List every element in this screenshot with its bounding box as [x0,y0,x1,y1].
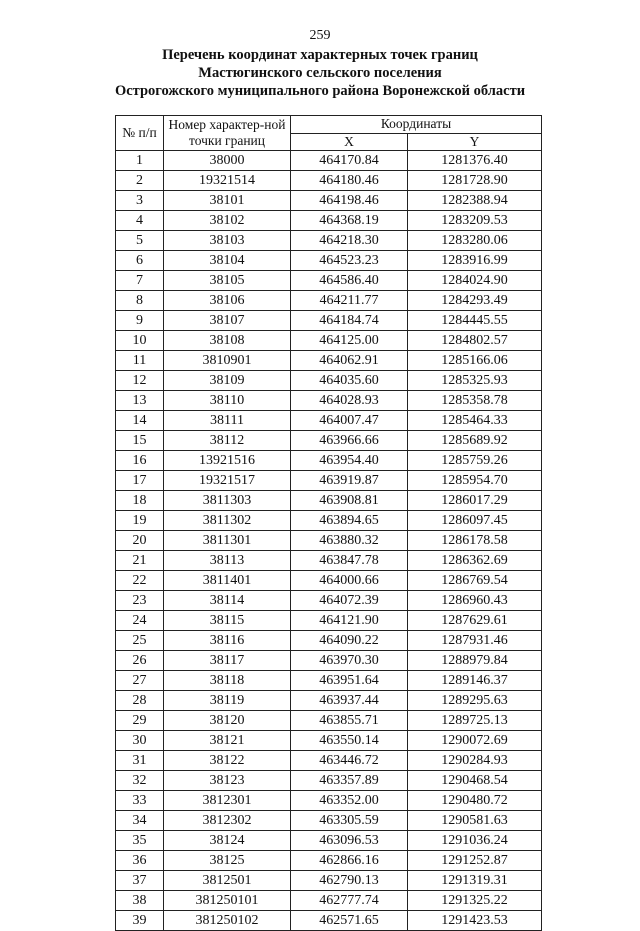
cell-y: 1285358.78 [408,391,542,411]
cell-x: 464090.22 [291,631,408,651]
cell-point-number: 38120 [164,711,291,731]
table-row [116,551,542,571]
cell-y: 1281376.40 [408,151,542,171]
cell-row-number: 21 [116,551,164,571]
cell-x: 464523.23 [291,251,408,271]
cell-x: 462571.65 [291,911,408,931]
cell-point-number: 3812501 [164,871,291,891]
cell-point-number: 38000 [164,151,291,171]
coordinates-table [115,115,542,931]
cell-point-number: 38123 [164,771,291,791]
cell-x: 463880.32 [291,531,408,551]
table-row [116,431,542,451]
cell-y: 1284445.55 [408,311,542,331]
cell-row-number: 7 [116,271,164,291]
cell-x: 463352.00 [291,791,408,811]
table-row [116,311,542,331]
cell-y: 1286362.69 [408,551,542,571]
cell-row-number: 30 [116,731,164,751]
cell-y: 1288979.84 [408,651,542,671]
table-row [116,491,542,511]
cell-point-number: 3811401 [164,571,291,591]
cell-point-number: 38105 [164,271,291,291]
cell-y: 1287931.46 [408,631,542,651]
table-row [116,711,542,731]
header-y: Y [408,133,542,151]
cell-x: 464000.66 [291,571,408,591]
cell-row-number: 8 [116,291,164,311]
table-row [116,211,542,231]
cell-y: 1289146.37 [408,671,542,691]
cell-point-number: 38110 [164,391,291,411]
cell-row-number: 32 [116,771,164,791]
cell-x: 464184.74 [291,311,408,331]
cell-x: 464170.84 [291,151,408,171]
cell-y: 1281728.90 [408,171,542,191]
cell-point-number: 38125 [164,851,291,871]
cell-x: 463937.44 [291,691,408,711]
table-header [116,116,542,151]
table-row [116,791,542,811]
cell-row-number: 13 [116,391,164,411]
cell-point-number: 38122 [164,751,291,771]
cell-y: 1284293.49 [408,291,542,311]
cell-y: 1285759.26 [408,451,542,471]
cell-row-number: 12 [116,371,164,391]
cell-point-number: 3812302 [164,811,291,831]
cell-row-number: 23 [116,591,164,611]
cell-point-number: 19321514 [164,171,291,191]
title-line-2: Мастюгинского сельского поселения [198,65,442,81]
cell-x: 463305.59 [291,811,408,831]
cell-x: 463894.65 [291,511,408,531]
cell-point-number: 381250102 [164,911,291,931]
table-row [116,471,542,491]
cell-x: 463096.53 [291,831,408,851]
cell-row-number: 11 [116,351,164,371]
cell-row-number: 9 [116,311,164,331]
cell-point-number: 38103 [164,231,291,251]
cell-row-number: 33 [116,791,164,811]
cell-point-number: 38113 [164,551,291,571]
cell-row-number: 24 [116,611,164,631]
cell-x: 463357.89 [291,771,408,791]
table-row [116,531,542,551]
table-row [116,591,542,611]
cell-row-number: 22 [116,571,164,591]
cell-y: 1285689.92 [408,431,542,451]
table-row [116,751,542,771]
cell-x: 464125.00 [291,331,408,351]
cell-x: 462866.16 [291,851,408,871]
title-line-1: Перечень координат характерных точек границ [162,47,478,63]
cell-point-number: 38106 [164,291,291,311]
table-row [116,771,542,791]
cell-y: 1287629.61 [408,611,542,631]
cell-row-number: 6 [116,251,164,271]
cell-y: 1286097.45 [408,511,542,531]
cell-y: 1290581.63 [408,811,542,831]
table-row [116,831,542,851]
cell-row-number: 5 [116,231,164,251]
table-row [116,611,542,631]
table-row [116,571,542,591]
cell-x: 464198.46 [291,191,408,211]
cell-row-number: 19 [116,511,164,531]
cell-point-number: 38102 [164,211,291,231]
cell-x: 462790.13 [291,871,408,891]
cell-point-number: 3810901 [164,351,291,371]
cell-y: 1283916.99 [408,251,542,271]
cell-y: 1283209.53 [408,211,542,231]
cell-row-number: 4 [116,211,164,231]
cell-point-number: 38117 [164,651,291,671]
cell-y: 1291036.24 [408,831,542,851]
cell-y: 1285464.33 [408,411,542,431]
cell-point-number: 38116 [164,631,291,651]
cell-x: 464072.39 [291,591,408,611]
cell-row-number: 37 [116,871,164,891]
cell-y: 1284802.57 [408,331,542,351]
cell-row-number: 3 [116,191,164,211]
cell-y: 1289725.13 [408,711,542,731]
table-row [116,631,542,651]
cell-row-number: 20 [116,531,164,551]
cell-y: 1284024.90 [408,271,542,291]
cell-x: 464368.19 [291,211,408,231]
table-row [116,331,542,351]
table-row [116,171,542,191]
cell-point-number: 19321517 [164,471,291,491]
cell-row-number: 29 [116,711,164,731]
cell-y: 1285954.70 [408,471,542,491]
table-row [116,231,542,251]
cell-point-number: 38109 [164,371,291,391]
table-row [116,351,542,371]
cell-row-number: 18 [116,491,164,511]
table-row [116,511,542,531]
cell-point-number: 38107 [164,311,291,331]
cell-y: 1286178.58 [408,531,542,551]
table-row [116,731,542,751]
header-coordinates: Координаты [291,116,542,134]
cell-x: 464007.47 [291,411,408,431]
cell-point-number: 38104 [164,251,291,271]
cell-row-number: 39 [116,911,164,931]
cell-point-number: 38118 [164,671,291,691]
table-row [116,371,542,391]
cell-x: 462777.74 [291,891,408,911]
table-row [116,851,542,871]
table-row [116,891,542,911]
cell-row-number: 28 [116,691,164,711]
header-x: X [291,133,408,151]
cell-row-number: 17 [116,471,164,491]
cell-y: 1286017.29 [408,491,542,511]
table-body [116,151,542,931]
cell-row-number: 14 [116,411,164,431]
header-point-number: Номер характер-ной точки границ [164,116,291,151]
cell-point-number: 13921516 [164,451,291,471]
cell-row-number: 15 [116,431,164,451]
cell-y: 1286769.54 [408,571,542,591]
cell-row-number: 1 [116,151,164,171]
table-row [116,811,542,831]
cell-point-number: 381250101 [164,891,291,911]
cell-y: 1290468.54 [408,771,542,791]
cell-y: 1282388.94 [408,191,542,211]
cell-y: 1291319.31 [408,871,542,891]
cell-x: 464211.77 [291,291,408,311]
cell-row-number: 27 [116,671,164,691]
table-row [116,651,542,671]
cell-point-number: 3811302 [164,511,291,531]
table-row [116,671,542,691]
cell-point-number: 3811301 [164,531,291,551]
cell-point-number: 3812301 [164,791,291,811]
cell-x: 464062.91 [291,351,408,371]
cell-y: 1283280.06 [408,231,542,251]
cell-y: 1289295.63 [408,691,542,711]
cell-x: 463908.81 [291,491,408,511]
table-row [116,271,542,291]
cell-x: 464586.40 [291,271,408,291]
cell-y: 1291325.22 [408,891,542,911]
cell-x: 463951.64 [291,671,408,691]
cell-x: 464121.90 [291,611,408,631]
cell-point-number: 38112 [164,431,291,451]
cell-y: 1285325.93 [408,371,542,391]
cell-row-number: 34 [116,811,164,831]
cell-point-number: 38108 [164,331,291,351]
cell-y: 1291423.53 [408,911,542,931]
table-row [116,251,542,271]
cell-row-number: 38 [116,891,164,911]
cell-point-number: 38101 [164,191,291,211]
cell-x: 463847.78 [291,551,408,571]
table-row [116,451,542,471]
cell-row-number: 36 [116,851,164,871]
cell-x: 463446.72 [291,751,408,771]
cell-x: 463954.40 [291,451,408,471]
table-row [116,391,542,411]
document-title [0,46,640,100]
cell-x: 463919.87 [291,471,408,491]
cell-point-number: 38119 [164,691,291,711]
cell-point-number: 38114 [164,591,291,611]
cell-point-number: 38124 [164,831,291,851]
cell-y: 1290072.69 [408,731,542,751]
cell-row-number: 25 [116,631,164,651]
cell-row-number: 26 [116,651,164,671]
cell-y: 1290284.93 [408,751,542,771]
cell-x: 464035.60 [291,371,408,391]
cell-point-number: 38121 [164,731,291,751]
cell-point-number: 38111 [164,411,291,431]
header-row-number: № п/п [116,116,164,151]
cell-x: 463855.71 [291,711,408,731]
table-row [116,691,542,711]
cell-row-number: 2 [116,171,164,191]
table-row [116,191,542,211]
cell-x: 464218.30 [291,231,408,251]
table-row [116,291,542,311]
cell-row-number: 10 [116,331,164,351]
cell-point-number: 38115 [164,611,291,631]
title-line-3: Острогожского муниципального района Воронежской области [114,83,526,99]
table-row [116,151,542,171]
cell-x: 464180.46 [291,171,408,191]
cell-row-number: 35 [116,831,164,851]
cell-row-number: 31 [116,751,164,771]
cell-y: 1285166.06 [408,351,542,371]
cell-x: 463966.66 [291,431,408,451]
cell-x: 464028.93 [291,391,408,411]
cell-x: 463970.30 [291,651,408,671]
cell-y: 1291252.87 [408,851,542,871]
cell-row-number: 16 [116,451,164,471]
cell-x: 463550.14 [291,731,408,751]
table-row [116,911,542,931]
cell-y: 1290480.72 [408,791,542,811]
table-row [116,411,542,431]
cell-y: 1286960.43 [408,591,542,611]
page-number: 259 [309,28,331,43]
table-row [116,871,542,891]
cell-point-number: 3811303 [164,491,291,511]
